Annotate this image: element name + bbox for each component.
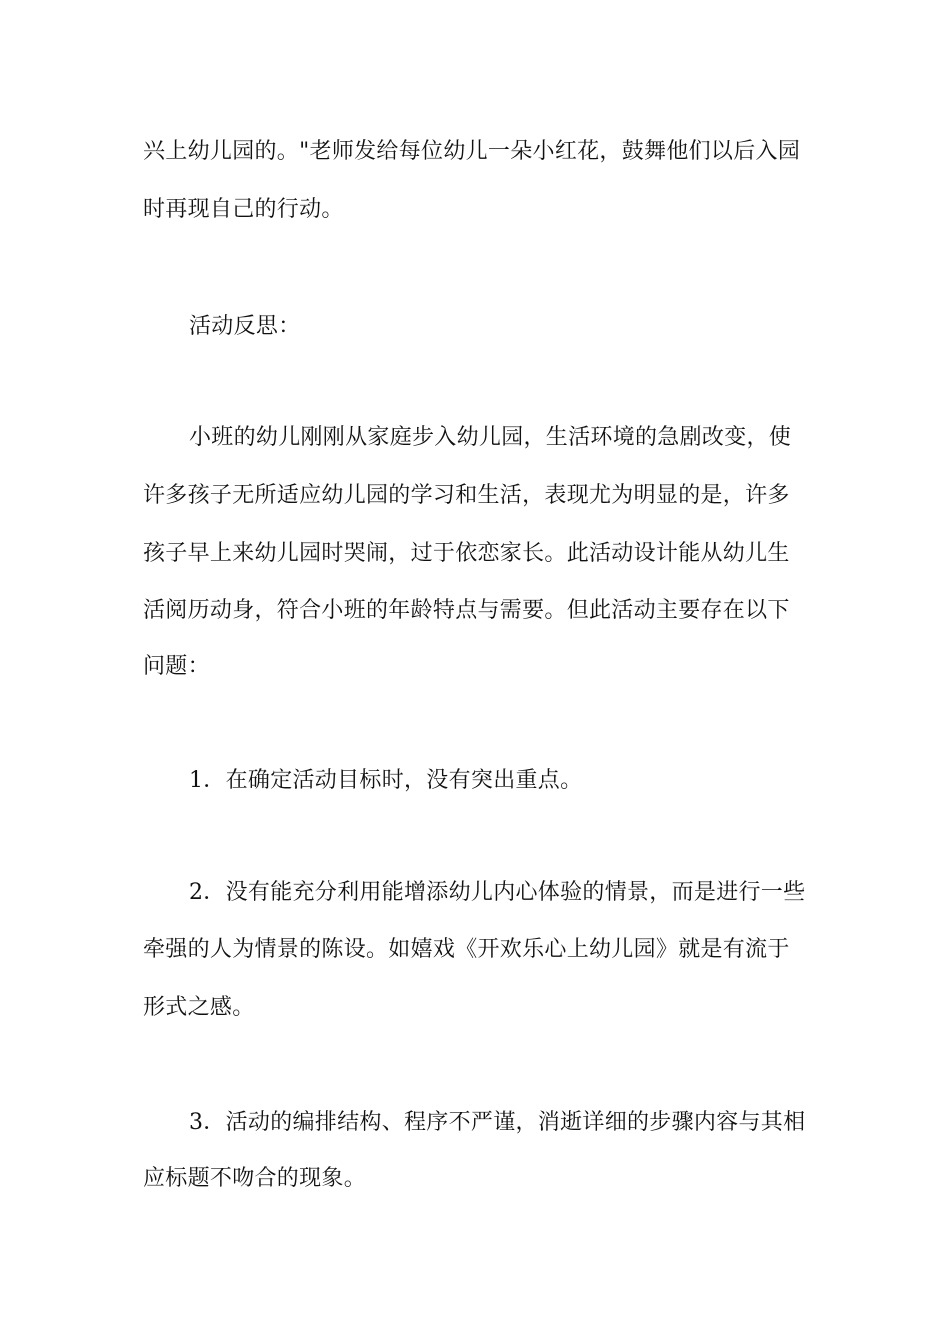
paragraph-line: 许多孩子无所适应幼儿园的学习和生活，表现尤为明显的是，许多 <box>143 483 790 508</box>
paragraph-line: 孩子早上来幼儿园时哭闹，过于依恋家长。此活动设计能从幼儿生 <box>143 541 790 566</box>
paragraph-line: 问题： <box>143 654 210 679</box>
section-heading-reflection: 活动反思： <box>189 314 301 339</box>
paragraph-line: 牵强的人为情景的陈设。如嬉戏《开欢乐心上幼儿园》就是有流于 <box>143 937 790 962</box>
paragraph-line: 兴上幼儿园的。"老师发给每位幼儿一朵小红花，鼓舞他们以后入园 <box>143 139 801 164</box>
paragraph-line: 小班的幼儿刚刚从家庭步入幼儿园，生活环境的急剧改变，使 <box>189 425 792 450</box>
list-item-2: 2．没有能充分利用能增添幼儿内心体验的情景，而是进行一些 <box>189 880 806 905</box>
paragraph-line: 应标题不吻合的现象。 <box>143 1166 367 1191</box>
list-item-3: 3．活动的编排结构、程序不严谨，消逝详细的步骤内容与其相 <box>189 1110 806 1135</box>
paragraph-line: 形式之感。 <box>143 995 255 1020</box>
paragraph-line: 时再现自己的行动。 <box>143 197 344 222</box>
paragraph-line: 活阅历动身，符合小班的年龄特点与需要。但此活动主要存在以下 <box>143 598 790 623</box>
list-item-1: 1．在确定活动目标时，没有突出重点。 <box>189 768 583 793</box>
